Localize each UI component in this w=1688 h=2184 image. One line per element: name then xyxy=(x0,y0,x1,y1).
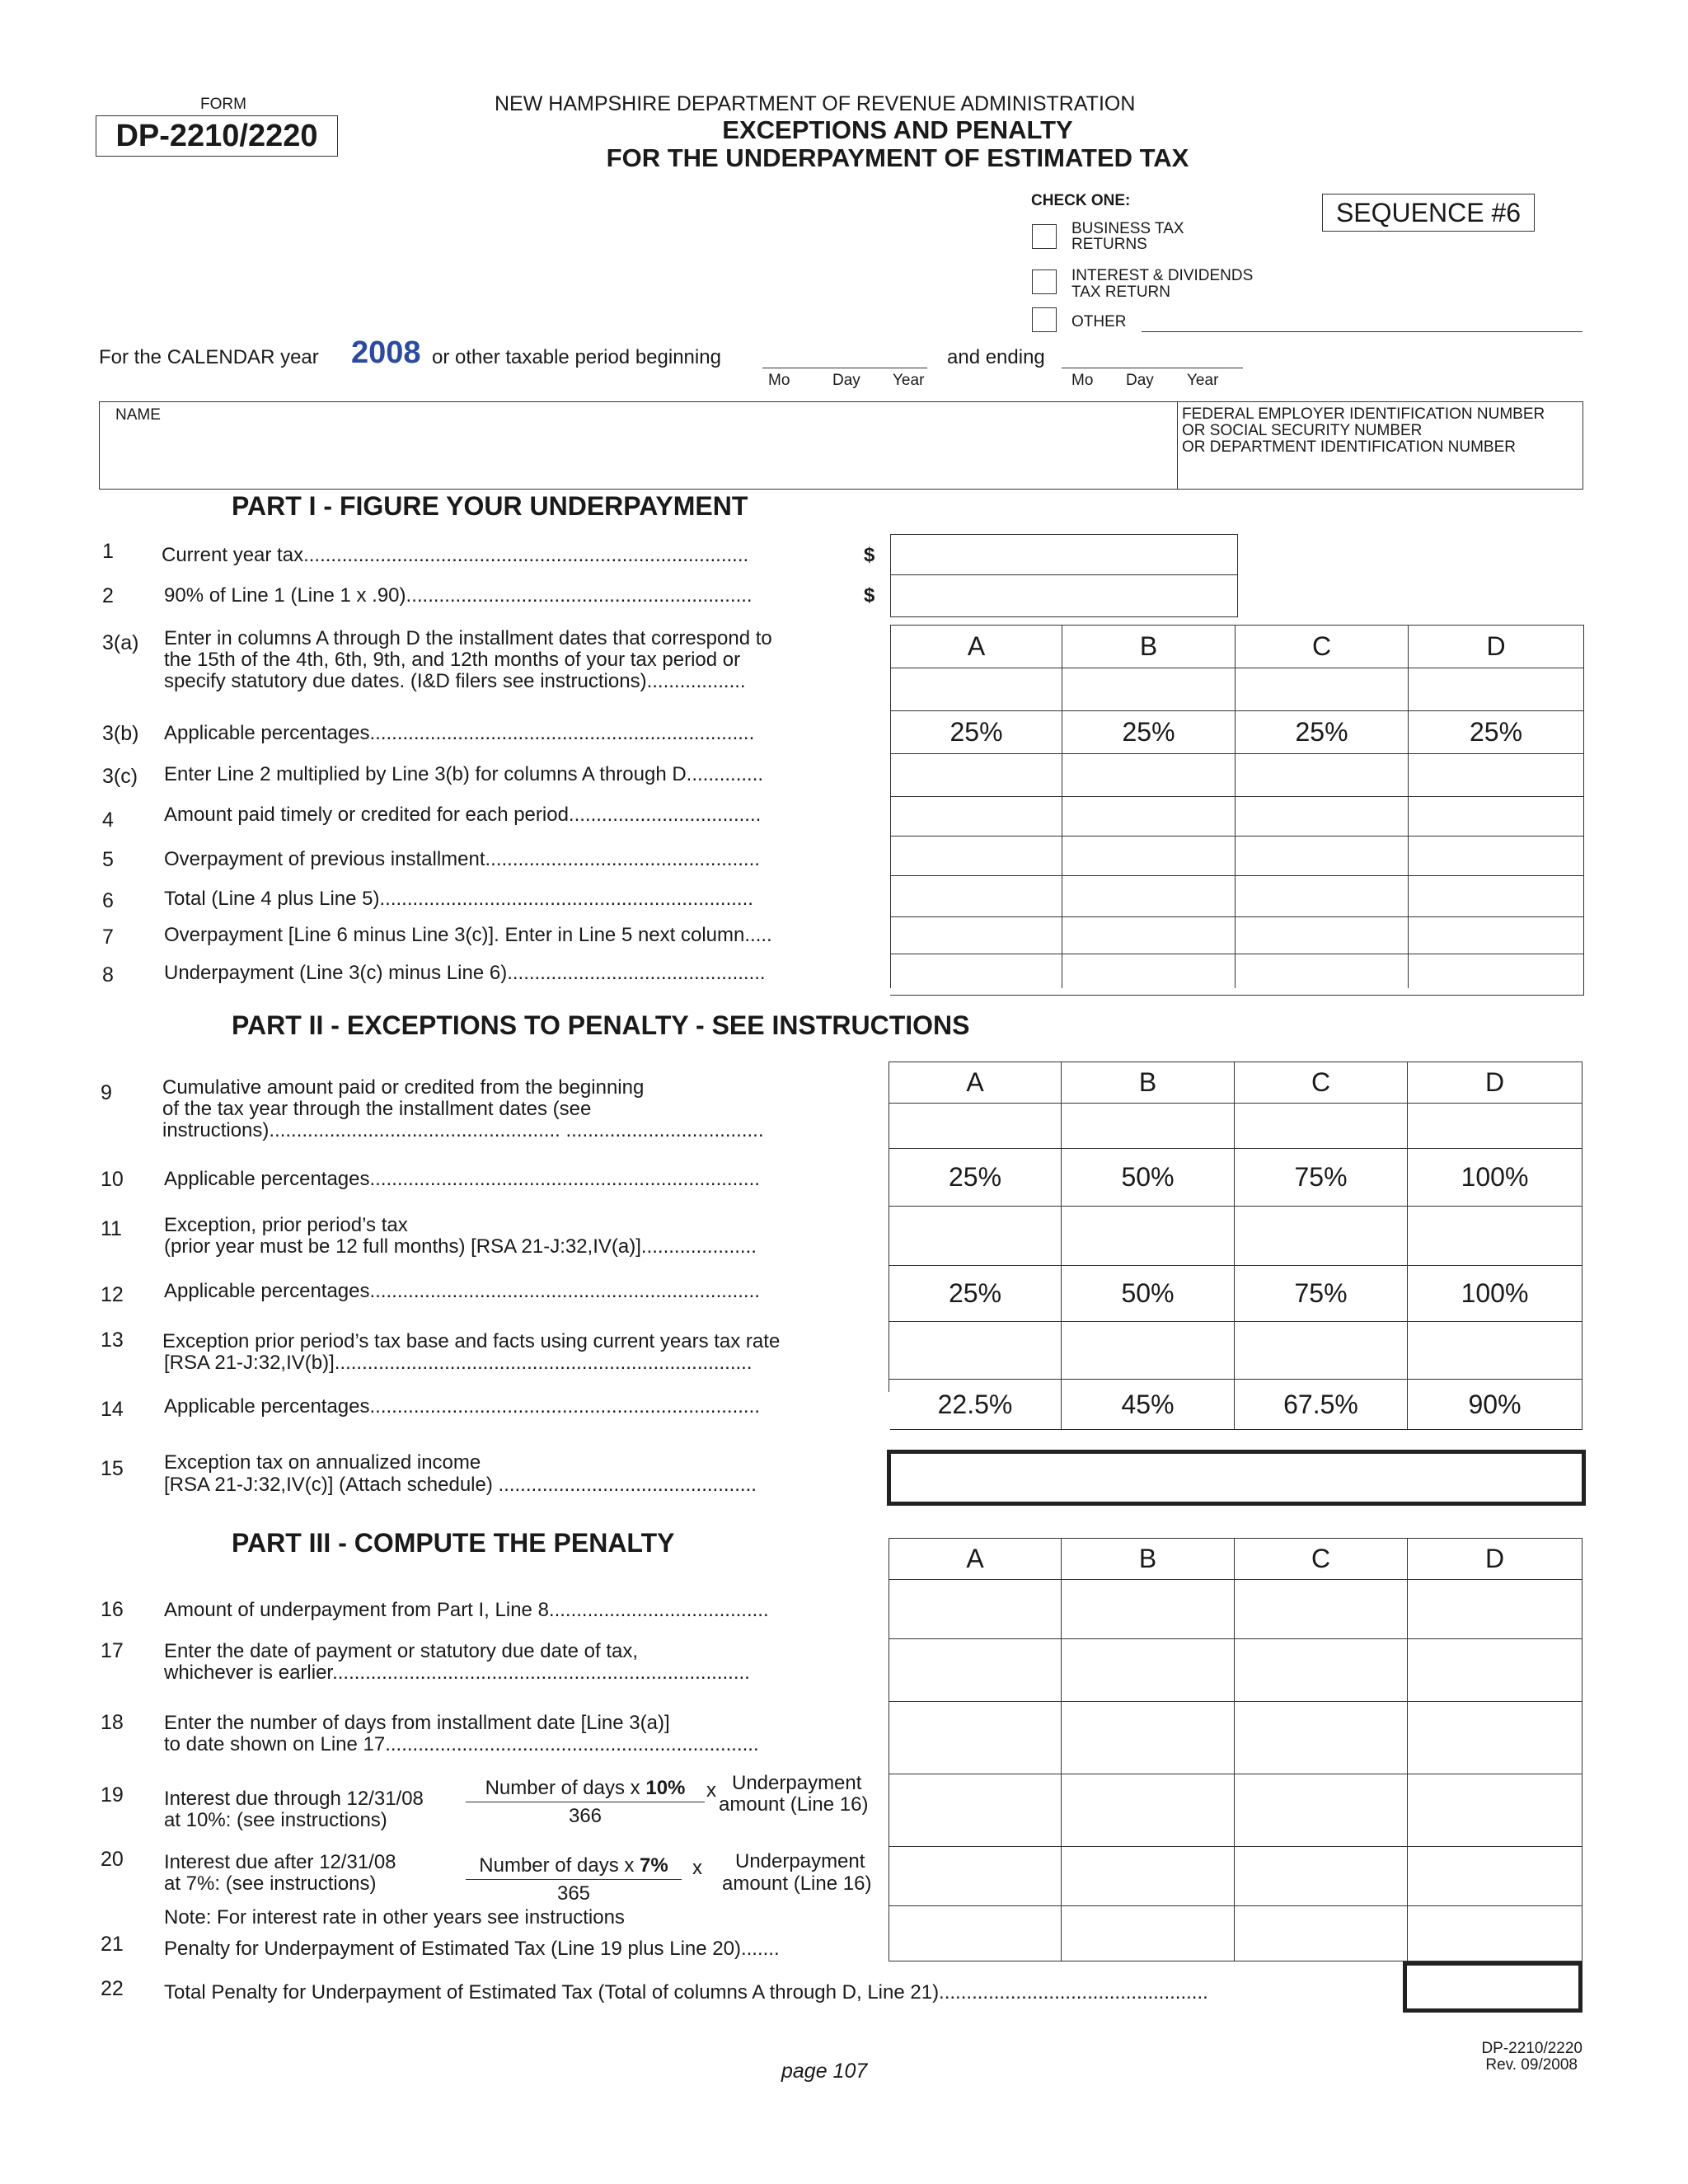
line21-col-b[interactable] xyxy=(1061,1905,1234,1961)
line14-col-b: 45% xyxy=(1061,1379,1234,1429)
line11-col-b[interactable] xyxy=(1061,1206,1234,1265)
and-ending-label: and ending xyxy=(947,346,1045,368)
line7-col-b[interactable] xyxy=(1062,916,1235,954)
line17-number: 17 xyxy=(101,1639,124,1662)
line19-col-d[interactable] xyxy=(1407,1774,1582,1846)
line17-col-d[interactable] xyxy=(1407,1638,1582,1701)
line6-col-d[interactable] xyxy=(1408,875,1583,916)
line3a-label-3: specify statutory due dates. (I&D filers see instructions).................. xyxy=(164,670,746,692)
line3b-col-c: 25% xyxy=(1235,710,1408,753)
line20-underpayment-1: Underpayment xyxy=(735,1850,865,1872)
line20-label-1: Interest due after 12/31/08 xyxy=(164,1851,396,1873)
name-label: NAME xyxy=(115,406,161,424)
business-tax-label-2: RETURNS xyxy=(1071,236,1147,253)
line5-col-a[interactable] xyxy=(890,836,1062,875)
line9-label-3: instructions)..................................................... .................................... xyxy=(162,1119,764,1141)
line1-label: Current year tax................................................................................. xyxy=(162,544,749,566)
line10-col-d: 100% xyxy=(1407,1148,1582,1206)
line6-label: Total (Line 4 plus Line 5).................................................................... xyxy=(164,888,753,910)
line13-col-b[interactable] xyxy=(1061,1321,1234,1379)
line22-number: 22 xyxy=(101,1977,124,2000)
line8-col-b[interactable] xyxy=(1062,954,1235,988)
line16-col-a[interactable] xyxy=(889,1579,1061,1638)
line1-input[interactable] xyxy=(890,534,1238,575)
line3a-number: 3(a) xyxy=(102,631,139,654)
line18-label-1: Enter the number of days from installment date [Line 3(a)] xyxy=(164,1712,670,1734)
footer-form-number: DP-2210/2220 xyxy=(1481,2040,1582,2057)
line15-label-2: [RSA 21-J:32,IV(c)] (Attach schedule) ............................................... xyxy=(164,1474,757,1496)
line12-number: 12 xyxy=(101,1283,124,1306)
form-title-line1: EXCEPTIONS AND PENALTY xyxy=(722,115,1073,144)
line20-times: x xyxy=(692,1857,702,1879)
part1-grid xyxy=(890,625,1584,996)
line7-col-d[interactable] xyxy=(1408,916,1583,954)
line9-number: 9 xyxy=(101,1081,112,1104)
line19-col-b[interactable] xyxy=(1061,1774,1234,1846)
line3c-col-b[interactable] xyxy=(1062,753,1235,796)
part3-title: PART III - COMPUTE THE PENALTY xyxy=(232,1528,675,1558)
other-label: OTHER xyxy=(1071,313,1127,330)
line11-col-a[interactable] xyxy=(889,1206,1061,1265)
line14-col-c: 67.5% xyxy=(1234,1379,1407,1429)
line5-col-b[interactable] xyxy=(1062,836,1235,875)
part1-col-c-header: C xyxy=(1235,625,1408,668)
part1-col-d-header: D xyxy=(1408,625,1583,668)
line17-label-2: whichever is earlier............................................................................ xyxy=(164,1661,750,1684)
calendar-year: 2008 xyxy=(351,335,421,370)
line3a-label-1: Enter in columns A through D the installment dates that correspond to xyxy=(164,627,772,649)
line20-col-a[interactable] xyxy=(889,1846,1061,1905)
part2-gap xyxy=(887,1430,1586,1450)
line1-number: 1 xyxy=(102,540,114,563)
line3c-col-d[interactable] xyxy=(1408,753,1583,796)
line3a-col-d[interactable] xyxy=(1408,668,1583,710)
line2-label: 90% of Line 1 (Line 1 x .90)............................................................... xyxy=(164,584,753,607)
line4-col-c[interactable] xyxy=(1235,796,1408,836)
other-specify-line[interactable] xyxy=(1142,331,1582,332)
line9-label-1: Cumulative amount paid or credited from the beginning xyxy=(162,1076,645,1099)
interest-dividends-label-1: INTEREST & DIVIDENDS xyxy=(1071,267,1254,284)
line18-label-2: to date shown on Line 17.................................................................... xyxy=(164,1733,759,1755)
page-number: page 107 xyxy=(781,2060,868,2083)
id-label-1: FEDERAL EMPLOYER IDENTIFICATION NUMBER xyxy=(1182,405,1545,423)
interest-rate-note: Note: For interest rate in other years see instructions xyxy=(164,1906,625,1929)
line19-label-2: at 10%: (see instructions) xyxy=(164,1809,387,1831)
line15-label-1: Exception tax on annualized income xyxy=(164,1451,481,1474)
begin-year-label: Year xyxy=(893,372,925,389)
line10-number: 10 xyxy=(101,1168,124,1191)
line8-number: 8 xyxy=(102,963,114,987)
part2-col-a-header: A xyxy=(889,1062,1061,1103)
line3c-col-a[interactable] xyxy=(890,753,1062,796)
line18-col-d[interactable] xyxy=(1407,1701,1582,1774)
line12-label: Applicable percentages....................................................................... xyxy=(164,1280,760,1302)
line11-label-1: Exception, prior period’s tax xyxy=(164,1214,408,1236)
line14-col-d: 90% xyxy=(1407,1379,1582,1429)
part2-col-c-header: C xyxy=(1234,1062,1407,1103)
line6-col-c[interactable] xyxy=(1235,875,1408,916)
part2-col-d-header: D xyxy=(1407,1062,1582,1103)
line13-label-1: Exception prior period’s tax base and facts using current years tax rate xyxy=(162,1330,781,1352)
line16-col-b[interactable] xyxy=(1061,1579,1234,1638)
line13-number: 13 xyxy=(101,1329,124,1352)
line19-underpayment-2: amount (Line 16) xyxy=(719,1793,869,1816)
sequence-box xyxy=(1322,194,1535,232)
line3a-label-2: the 15th of the 4th, 6th, 9th, and 12th months of your tax period or xyxy=(164,649,741,671)
line10-label: Applicable percentages....................................................................... xyxy=(164,1168,760,1190)
calendar-year-prefix: For the CALENDAR year xyxy=(99,346,319,368)
line21-number: 21 xyxy=(101,1933,124,1956)
footer-revision: Rev. 09/2008 xyxy=(1485,2056,1578,2074)
name-field[interactable] xyxy=(101,403,1175,488)
line20-col-b[interactable] xyxy=(1061,1846,1234,1905)
line7-col-c[interactable] xyxy=(1235,916,1408,954)
line5-col-d[interactable] xyxy=(1408,836,1583,875)
line20-col-d[interactable] xyxy=(1407,1846,1582,1905)
department-name: NEW HAMPSHIRE DEPARTMENT OF REVENUE ADMINISTRATION xyxy=(495,92,1136,115)
end-year-label: Year xyxy=(1187,372,1219,389)
part2-title: PART II - EXCEPTIONS TO PENALTY - SEE INSTRUCTIONS xyxy=(232,1010,970,1040)
begin-day-label: Day xyxy=(832,372,860,389)
line16-label: Amount of underpayment from Part I, Line 8........................................ xyxy=(164,1599,769,1621)
form-number: DP-2210/2220 xyxy=(115,118,318,153)
line9-col-b[interactable] xyxy=(1061,1103,1234,1148)
line11-label-2: (prior year must be 12 full months) [RSA 21-J:32,IV(a)]..................... xyxy=(164,1235,757,1258)
form-title-line2: FOR THE UNDERPAYMENT OF ESTIMATED TAX xyxy=(606,143,1189,172)
id-label-3: OR DEPARTMENT IDENTIFICATION NUMBER xyxy=(1182,438,1517,456)
line13-col-d[interactable] xyxy=(1407,1321,1582,1379)
line9-col-a[interactable] xyxy=(889,1103,1061,1148)
check-one-label: CHECK ONE: xyxy=(1031,192,1131,209)
part1-col-b-header: B xyxy=(1062,625,1235,668)
line14-number: 14 xyxy=(101,1398,124,1421)
line3b-col-d: 25% xyxy=(1408,710,1583,753)
line16-col-c[interactable] xyxy=(1234,1579,1407,1638)
line11-number: 11 xyxy=(101,1217,122,1240)
end-mo-label: Mo xyxy=(1071,372,1094,389)
part3-col-d-header: D xyxy=(1407,1538,1582,1579)
line12-col-b: 50% xyxy=(1061,1265,1234,1321)
line17-col-a[interactable] xyxy=(889,1638,1061,1701)
line1-dollar: $ xyxy=(864,544,875,566)
line6-number: 6 xyxy=(102,889,114,912)
line3a-col-a[interactable] xyxy=(890,668,1062,710)
line5-number: 5 xyxy=(102,848,114,871)
line17-col-b[interactable] xyxy=(1061,1638,1234,1701)
line4-col-b[interactable] xyxy=(1062,796,1235,836)
line13-col-c[interactable] xyxy=(1234,1321,1407,1379)
line14-col-a: 22.5% xyxy=(889,1379,1061,1429)
line18-col-c[interactable] xyxy=(1234,1701,1407,1774)
line19-col-a[interactable] xyxy=(889,1774,1061,1846)
line20-col-c[interactable] xyxy=(1234,1846,1407,1905)
line8-col-a[interactable] xyxy=(890,954,1062,988)
line10-col-b: 50% xyxy=(1061,1148,1234,1206)
line15-outline xyxy=(887,1450,1586,1506)
line9-col-d[interactable] xyxy=(1407,1103,1582,1148)
line20-label-2: at 7%: (see instructions) xyxy=(164,1872,377,1895)
id-label-2: OR SOCIAL SECURITY NUMBER xyxy=(1182,422,1423,439)
other-checkbox[interactable] xyxy=(1032,307,1057,332)
begin-mo-label: Mo xyxy=(768,372,790,389)
form-label: FORM xyxy=(200,96,246,113)
line8-col-d[interactable] xyxy=(1408,954,1583,988)
line6-col-a[interactable] xyxy=(890,875,1062,916)
line21-col-a[interactable] xyxy=(889,1905,1061,1961)
line2-number: 2 xyxy=(102,584,114,607)
line3c-label: Enter Line 2 multiplied by Line 3(b) for columns A through D.............. xyxy=(164,763,764,785)
line19-label-1: Interest due through 12/31/08 xyxy=(164,1788,424,1810)
line12-col-a: 25% xyxy=(889,1265,1061,1321)
period-beginning-label: or other taxable period beginning xyxy=(432,346,721,368)
interest-dividends-checkbox[interactable] xyxy=(1032,269,1057,294)
line18-number: 18 xyxy=(101,1711,124,1734)
line20-underpayment-2: amount (Line 16) xyxy=(722,1872,872,1895)
part1-col-a-header: A xyxy=(890,625,1062,668)
line3b-label: Applicable percentages...................................................................... xyxy=(164,722,755,744)
part1-title: PART I - FIGURE YOUR UNDERPAYMENT xyxy=(232,491,748,521)
line22-total-input[interactable] xyxy=(1403,1961,1582,2013)
line2-dollar: $ xyxy=(864,584,875,607)
line20-numerator: Number of days x 7% xyxy=(466,1854,682,1880)
line3a-col-b[interactable] xyxy=(1062,668,1235,710)
business-tax-label-1: BUSINESS TAX xyxy=(1071,220,1184,237)
line18-col-a[interactable] xyxy=(889,1701,1061,1774)
sequence-number: SEQUENCE #6 xyxy=(1335,197,1522,227)
line19-number: 19 xyxy=(101,1783,124,1807)
line2-input[interactable] xyxy=(890,574,1238,617)
line13-col-a[interactable] xyxy=(889,1321,1061,1379)
part3-col-a-header: A xyxy=(889,1538,1061,1579)
line11-col-c[interactable] xyxy=(1234,1206,1407,1265)
line5-col-c[interactable] xyxy=(1235,836,1408,875)
line13-label-2: [RSA 21-J:32,IV(b)]............................................................................ xyxy=(164,1352,753,1374)
part3-col-b-header: B xyxy=(1061,1538,1234,1579)
line17-label-1: Enter the date of payment or statutory due date of tax, xyxy=(164,1640,639,1662)
line20-denominator: 365 xyxy=(556,1882,591,1905)
name-id-divider xyxy=(1177,401,1178,490)
line4-col-a[interactable] xyxy=(890,796,1062,836)
line19-fraction xyxy=(466,1777,705,1828)
line20-number: 20 xyxy=(101,1848,124,1871)
line16-col-d[interactable] xyxy=(1407,1579,1582,1638)
line19-times: x xyxy=(706,1779,716,1802)
part2-col-b-header: B xyxy=(1061,1062,1234,1103)
line7-number: 7 xyxy=(102,926,114,949)
line8-col-c[interactable] xyxy=(1235,954,1408,988)
end-day-label: Day xyxy=(1126,372,1154,389)
line22-label: Total Penalty for Underpayment of Estimated Tax (Total of columns A through D, Line 21)................................................. xyxy=(164,1981,1208,2004)
line4-col-d[interactable] xyxy=(1408,796,1583,836)
line11-col-d[interactable] xyxy=(1407,1206,1582,1265)
line6-col-b[interactable] xyxy=(1062,875,1235,916)
line21-col-c[interactable] xyxy=(1234,1905,1407,1961)
line16-number: 16 xyxy=(101,1598,124,1621)
line12-col-d: 100% xyxy=(1407,1265,1582,1321)
line7-col-a[interactable] xyxy=(890,916,1062,954)
interest-dividends-label-2: TAX RETURN xyxy=(1071,284,1170,301)
line14-label: Applicable percentages....................................................................... xyxy=(164,1395,760,1418)
part3-col-c-header: C xyxy=(1234,1538,1407,1579)
line3c-number: 3(c) xyxy=(102,765,138,788)
line5-label: Overpayment of previous installment.................................................. xyxy=(164,848,760,870)
line10-col-a: 25% xyxy=(889,1148,1061,1206)
line7-label: Overpayment [Line 6 minus Line 3(c)]. Enter in Line 5 next column..... xyxy=(164,924,772,946)
line17-col-c[interactable] xyxy=(1234,1638,1407,1701)
line9-label-2: of the tax year through the installment dates (see xyxy=(162,1098,592,1120)
line21-label: Penalty for Underpayment of Estimated Tax (Line 19 plus Line 20)....... xyxy=(164,1938,780,1960)
line9-col-c[interactable] xyxy=(1234,1103,1407,1148)
part2-grid xyxy=(889,1062,1582,1430)
line3a-col-c[interactable] xyxy=(1235,668,1408,710)
line14-left-gap xyxy=(887,1392,890,1431)
line19-numerator: Number of days x 10% xyxy=(466,1777,705,1802)
line8-label: Underpayment (Line 3(c) minus Line 6)............................................... xyxy=(164,962,766,984)
line19-underpayment-1: Underpayment xyxy=(732,1772,862,1794)
part3-grid xyxy=(889,1538,1582,1961)
line4-label: Amount paid timely or credited for each period................................... xyxy=(164,804,762,826)
line3b-col-a: 25% xyxy=(890,710,1062,753)
line12-col-c: 75% xyxy=(1234,1265,1407,1321)
business-tax-checkbox[interactable] xyxy=(1032,224,1057,249)
line18-col-b[interactable] xyxy=(1061,1701,1234,1774)
line10-col-c: 75% xyxy=(1234,1148,1407,1206)
line19-col-c[interactable] xyxy=(1234,1774,1407,1846)
line3c-col-c[interactable] xyxy=(1235,753,1408,796)
line3b-number: 3(b) xyxy=(102,722,139,745)
line3b-col-b: 25% xyxy=(1062,710,1235,753)
line15-number: 15 xyxy=(101,1457,124,1480)
line20-fraction xyxy=(466,1854,682,1905)
line19-denominator: 366 xyxy=(568,1805,603,1827)
line4-number: 4 xyxy=(102,808,114,832)
line21-col-d[interactable] xyxy=(1407,1905,1582,1961)
